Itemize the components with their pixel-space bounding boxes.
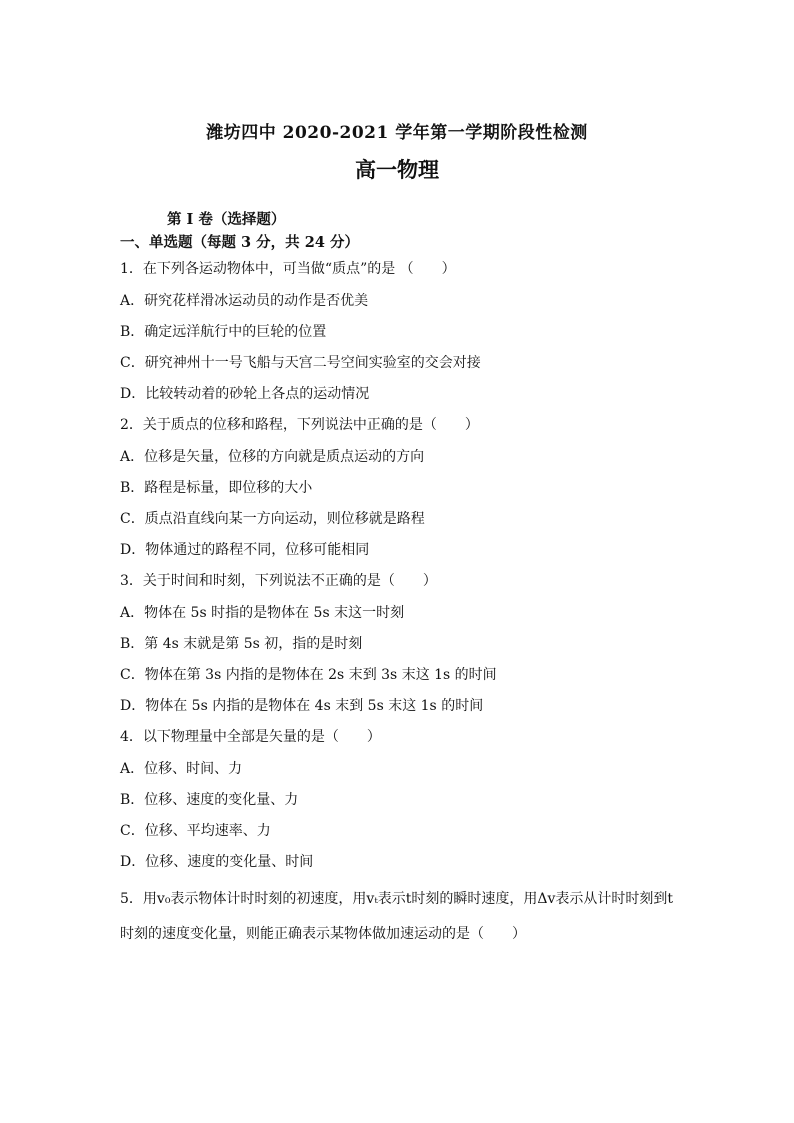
exam-subject: 高一物理	[355, 157, 439, 182]
question-1-option-a: A．研究花样滑冰运动员的动作是否优美	[120, 293, 369, 309]
section-heading: 一、单选题（每题 3 分，共 24 分）	[120, 234, 359, 251]
question-3-option-a: A．物体在 5s 时指的是物体在 5s 末这一时刻	[120, 605, 405, 621]
question-5-stem-line-1: 5．用v₀表示物体计时时刻的初速度，用vₜ表示t时刻的瞬时速度，用Δv表示从计时时刻到t	[120, 891, 674, 907]
question-2-option-b: B．路程是标量，即位移的大小	[120, 480, 313, 496]
question-1-option-d: D．比较转动着的砂轮上各点的运动情况	[120, 386, 370, 402]
question-4-stem: 4．以下物理量中全部是矢量的是（ ）	[120, 729, 381, 745]
question-1-option-c: C．研究神州十一号飞船与天宫二号空间实验室的交会对接	[120, 355, 481, 371]
question-3-option-b: B．第 4s 末就是第 5s 初，指的是时刻	[120, 636, 363, 652]
question-3-option-d: D．物体在 5s 内指的是物体在 4s 末到 5s 末这 1s 的时间	[120, 698, 484, 714]
question-4-option-d: D．位移、速度的变化量、时间	[120, 854, 314, 870]
question-2-option-c: C．质点沿直线向某一方向运动，则位移就是路程	[120, 511, 425, 527]
question-4-option-a: A．位移、时间、力	[120, 761, 243, 777]
question-4-option-c: C．位移、平均速率、力	[120, 823, 271, 839]
question-1-option-b: B．确定远洋航行中的巨轮的位置	[120, 324, 327, 340]
volume-label: 第 I 卷（选择题）	[167, 211, 286, 228]
question-2-option-d: D．物体通过的路程不同，位移可能相同	[120, 542, 370, 558]
question-3-stem: 3．关于时间和时刻，下列说法不正确的是（ ）	[120, 573, 437, 589]
question-1-stem: 1．在下列各运动物体中，可当做“质点”的是 （ ）	[120, 261, 456, 277]
exam-title: 潍坊四中 2020-2021 学年第一学期阶段性检测	[206, 123, 588, 143]
question-4-option-b: B．位移、速度的变化量、力	[120, 792, 299, 808]
question-2-stem: 2．关于质点的位移和路程，下列说法中正确的是（ ）	[120, 417, 479, 433]
question-5-stem-line-2: 时刻的速度变化量，则能正确表示某物体做加速运动的是（ ）	[120, 926, 526, 942]
question-3-option-c: C．物体在第 3s 内指的是物体在 2s 末到 3s 末这 1s 的时间	[120, 667, 497, 683]
question-2-option-a: A．位移是矢量，位移的方向就是质点运动的方向	[120, 449, 425, 465]
